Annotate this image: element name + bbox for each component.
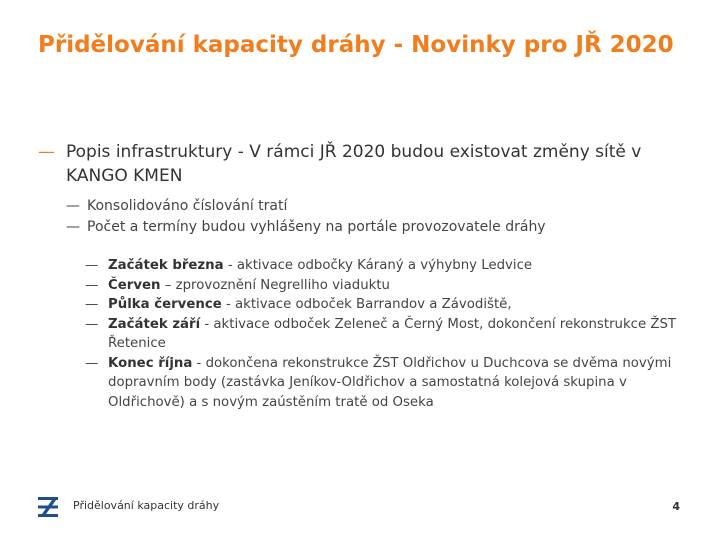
footer-title: Přidělování kapacity dráhy [73, 499, 220, 512]
szdc-logo-icon [38, 497, 60, 517]
bullet-dash: — [85, 258, 99, 273]
sub-bullet-item [38, 196, 678, 217]
bullet-dash: — [85, 297, 99, 312]
timeline-list [85, 256, 685, 412]
bullet-dash: — [66, 219, 80, 235]
timeline-date: Začátek září [108, 316, 201, 332]
timeline-text: - aktivace odbočky Káraný a výhybny Ledvice [223, 258, 533, 273]
bullet-dash: — [85, 277, 99, 293]
bullet-list [38, 140, 678, 238]
timeline-text: - aktivace odboček Zeleneč a Černý Most, dokončení rekonstrukce ŽST Řetenice [108, 316, 677, 351]
bullet-dash: — [85, 316, 99, 332]
timeline-item [85, 354, 685, 413]
sub-bullet-item [38, 217, 678, 238]
bullet-dash: — [38, 142, 55, 162]
bullet-dash: — [66, 198, 80, 214]
timeline-text: - dokončena rekonstrukce ŽST Oldřichov u Duchcova se dvěma novými dopravním body (zastávka Jeníkov-Oldřichov a samostatná kolejová skupina v Oldřichově) a s novým zaústěním tratě od Oseka [108, 355, 672, 410]
timeline-date: Půlka července [108, 297, 222, 312]
timeline-date: Začátek března [108, 258, 224, 273]
timeline-text: – zprovoznění Negrelliho viaduktu [160, 277, 390, 293]
slide-title: Přidělování kapacity dráhy - Novinky pro JŘ 2020 [38, 32, 674, 58]
timeline-item [85, 315, 685, 354]
bullet-text: Počet a termíny budou vyhlášeny na portále provozovatele dráhy [87, 219, 546, 235]
bullet-dash: — [85, 355, 99, 371]
timeline-item [85, 295, 685, 315]
timeline-item [85, 276, 685, 296]
timeline-item [85, 256, 685, 276]
timeline-date: Červen [108, 277, 161, 293]
page-number: 4 [672, 500, 680, 513]
timeline-date: Konec října [108, 355, 193, 371]
bullet-text: Popis infrastruktury - V rámci JŘ 2020 budou existovat změny sítě v KANGO KMEN [66, 142, 642, 186]
bullet-level1 [38, 140, 678, 188]
sub-bullet-list [38, 196, 678, 238]
bullet-text: Konsolidováno číslování tratí [87, 198, 288, 214]
timeline-text: - aktivace odboček Barrandov a Závodiště, [221, 297, 512, 312]
